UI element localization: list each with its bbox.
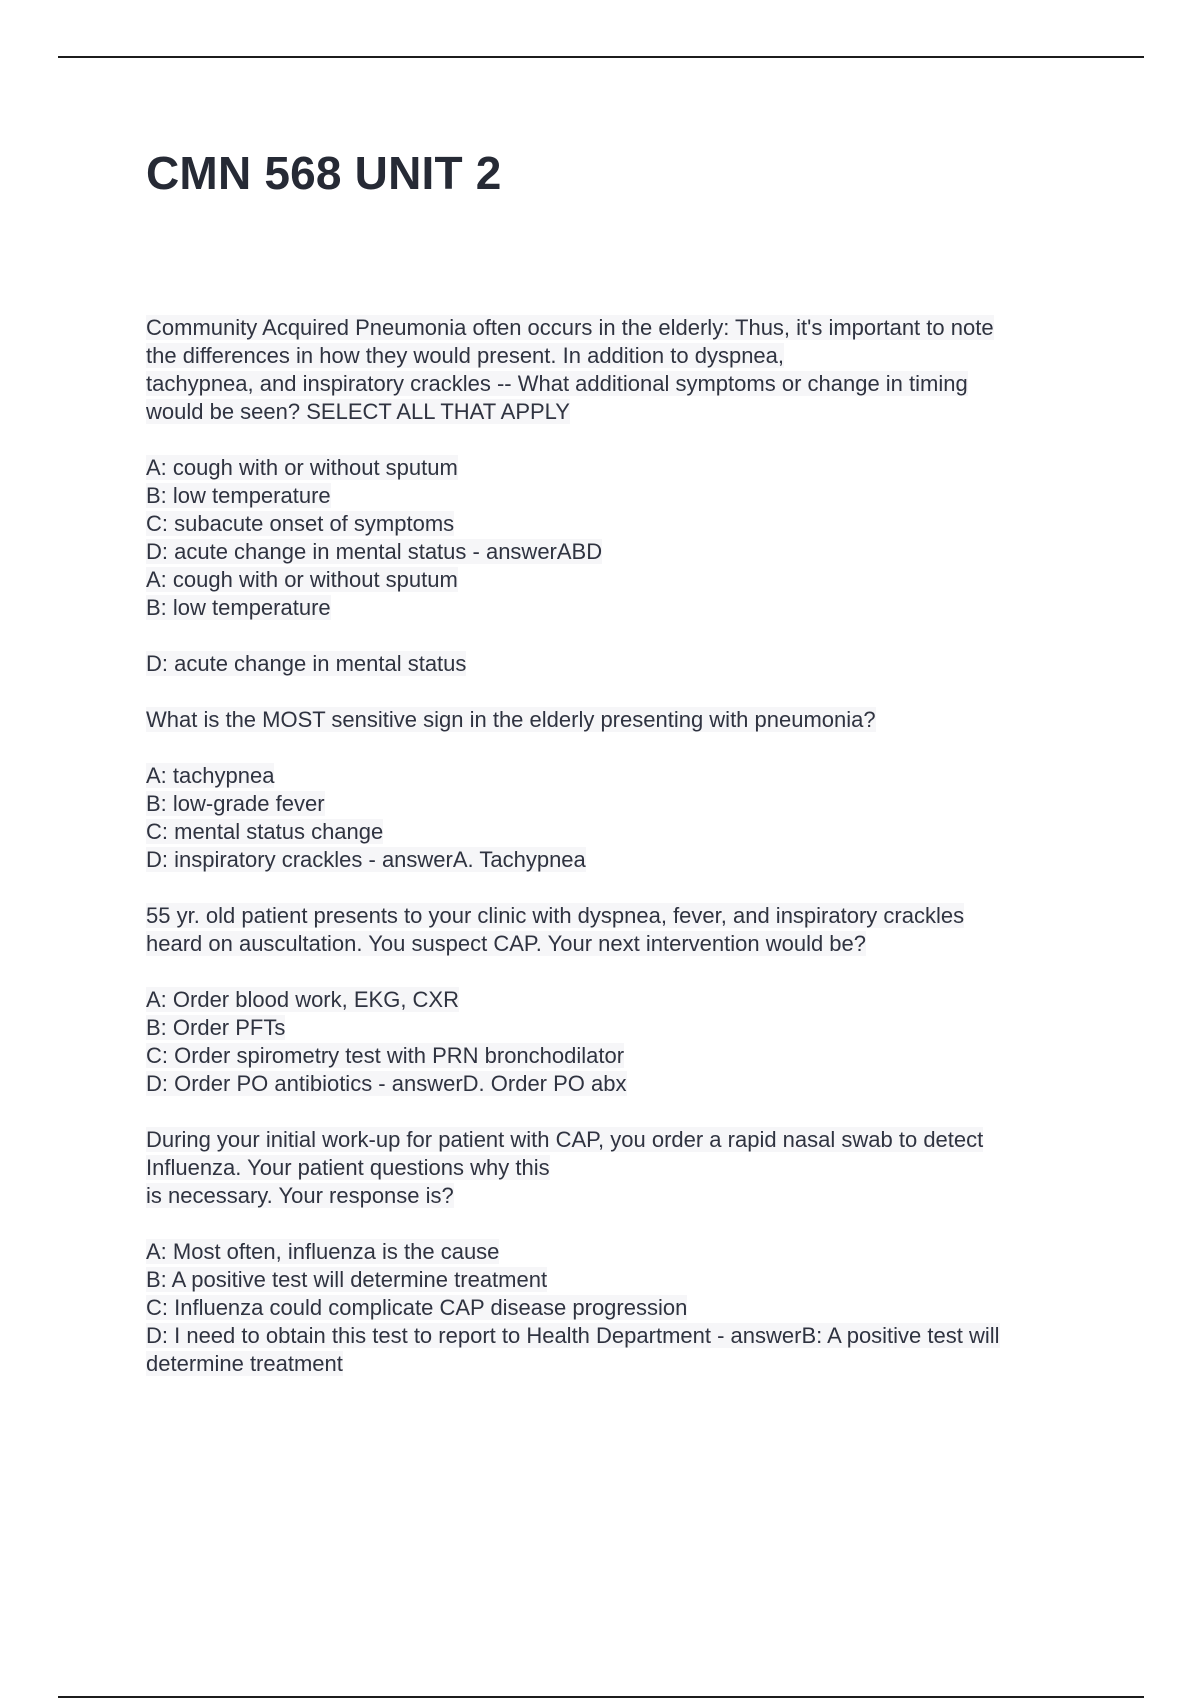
text-line: B: low temperature — [146, 483, 331, 508]
text-line: A: Order blood work, EKG, CXR — [146, 987, 459, 1012]
answer-options — [146, 1238, 1106, 1378]
text-line: A: cough with or without sputum — [146, 455, 458, 480]
text-line: Influenza. Your patient questions why this — [146, 1155, 550, 1180]
question-text — [146, 314, 1106, 426]
text-line: D: I need to obtain this test to report to Health Department - answerB: A positive test will — [146, 1323, 1000, 1348]
text-line: D: acute change in mental status — [146, 651, 467, 676]
bottom-rule — [58, 1696, 1144, 1698]
text-line: C: mental status change — [146, 819, 384, 844]
text-line: tachypnea, and inspiratory crackles -- What additional symptoms or change in timing — [146, 371, 968, 396]
answer-options — [146, 762, 1106, 874]
text-line: D: acute change in mental status - answerABD — [146, 539, 603, 564]
text-line: C: Influenza could complicate CAP disease progression — [146, 1295, 688, 1320]
text-line: B: low temperature — [146, 595, 331, 620]
question-text — [146, 902, 1106, 958]
text-line: 55 yr. old patient presents to your clinic with dyspnea, fever, and inspiratory crackles — [146, 903, 965, 928]
text-line: What is the MOST sensitive sign in the elderly presenting with pneumonia? — [146, 707, 876, 732]
text-line: Community Acquired Pneumonia often occurs in the elderly: Thus, it's important to note — [146, 315, 994, 340]
text-line: A: tachypnea — [146, 763, 275, 788]
text-line: would be seen? SELECT ALL THAT APPLY — [146, 399, 570, 424]
text-line: B: low-grade fever — [146, 791, 325, 816]
text-line: C: Order spirometry test with PRN bronchodilator — [146, 1043, 625, 1068]
text-line: the differences in how they would present. In addition to dyspnea, — [146, 343, 785, 368]
text-line: C: subacute onset of symptoms — [146, 511, 455, 536]
answer-options — [146, 986, 1106, 1098]
text-line: is necessary. Your response is? — [146, 1183, 454, 1208]
top-rule — [58, 56, 1144, 58]
text-line: D: inspiratory crackles - answerA. Tachypnea — [146, 847, 586, 872]
page-title: CMN 568 UNIT 2 — [146, 147, 502, 199]
document-body — [146, 314, 1106, 1406]
text-line: A: cough with or without sputum — [146, 567, 458, 592]
text-line: B: Order PFTs — [146, 1015, 286, 1040]
question-text — [146, 1126, 1106, 1210]
question-text — [146, 706, 1106, 734]
answer-continuation — [146, 650, 1106, 678]
text-line: D: Order PO antibiotics - answerD. Order PO abx — [146, 1071, 627, 1096]
answer-options — [146, 454, 1106, 622]
text-line: heard on auscultation. You suspect CAP. Your next intervention would be? — [146, 931, 867, 956]
text-line: determine treatment — [146, 1351, 343, 1376]
text-line: B: A positive test will determine treatment — [146, 1267, 548, 1292]
text-line: During your initial work-up for patient with CAP, you order a rapid nasal swab to detect — [146, 1127, 984, 1152]
text-line: A: Most often, influenza is the cause — [146, 1239, 500, 1264]
